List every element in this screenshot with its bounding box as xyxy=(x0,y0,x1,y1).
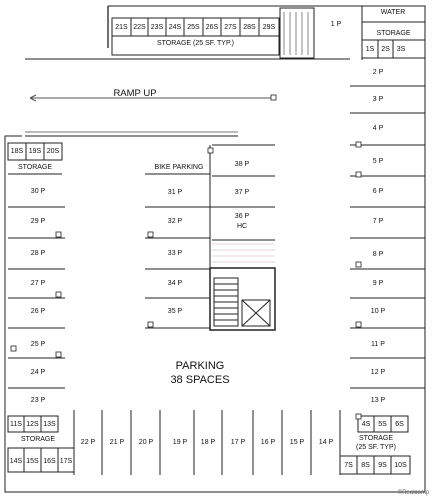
parking-space: 10 P xyxy=(370,308,386,315)
storage-unit: 24S xyxy=(168,24,182,31)
top-storage-label: STORAGE (25 SF. TYP.) xyxy=(156,40,235,47)
ramp-label: RAMP UP xyxy=(113,88,157,99)
storage-unit: 21S xyxy=(115,24,128,31)
parking-title: PARKING xyxy=(175,360,225,372)
storage-unit: 19S xyxy=(28,148,42,155)
storage-unit: 6S xyxy=(395,421,404,428)
storage-unit: 2S xyxy=(381,46,390,53)
accessible-space-label: HC xyxy=(236,223,248,230)
parking-space: 9 P xyxy=(372,280,384,287)
storage-unit: 20S xyxy=(46,148,60,155)
storage-unit: 8S xyxy=(361,462,370,469)
storage-unit: 4S xyxy=(361,421,371,428)
storage-unit: 15S xyxy=(26,458,39,465)
parking-space: 14 P xyxy=(318,439,334,446)
parking-space: 25 P xyxy=(30,341,46,348)
right-bottom-storage-label: STORAGE xyxy=(358,435,394,442)
storage-unit: 16S xyxy=(43,458,56,465)
storage-unit: 13S xyxy=(43,421,56,428)
parking-space: 2 P xyxy=(372,69,384,76)
parking-space: 34 P xyxy=(167,280,183,287)
parking-count: 38 SPACES xyxy=(170,374,230,386)
storage-unit: 26S xyxy=(205,24,219,31)
storage-unit: 9S xyxy=(378,462,387,469)
parking-space: 37 P xyxy=(234,189,250,196)
parking-space: 8 P xyxy=(372,251,384,258)
parking-space: 18 P xyxy=(200,439,216,446)
storage-unit: 11S xyxy=(10,421,22,428)
parking-space: 21 P xyxy=(109,439,125,446)
parking-space: 6 P xyxy=(372,188,384,195)
storage-unit: 27S xyxy=(224,24,237,31)
storage-unit: 10S xyxy=(394,462,407,469)
left-top-storage-label: STORAGE xyxy=(17,164,53,171)
storage-unit: 18S xyxy=(10,148,24,155)
parking-space: 3 P xyxy=(372,96,384,103)
storage-unit: 7S xyxy=(344,462,353,469)
storage-unit: 14S xyxy=(9,458,23,465)
water-room-label: WATER xyxy=(380,9,406,16)
parking-space: 20 P xyxy=(138,439,154,446)
parking-space: 11 P xyxy=(371,341,385,348)
parking-space: 32 P xyxy=(167,218,183,225)
parking-space: 19 P xyxy=(172,439,188,446)
parking-space: 26 P xyxy=(30,308,46,315)
parking-space: 1 P xyxy=(330,21,342,28)
parking-space: 13 P xyxy=(370,397,386,404)
parking-space: 5 P xyxy=(372,158,384,165)
storage-unit: 5S xyxy=(378,421,387,428)
parking-space: 30 P xyxy=(30,188,46,195)
storage-unit: 29S xyxy=(262,24,276,31)
parking-space: 36 P xyxy=(234,213,250,220)
parking-space: 16 P xyxy=(260,439,276,446)
storage-unit: 28S xyxy=(243,24,256,31)
storage-unit: 12S xyxy=(26,421,39,428)
storage-unit: 17S xyxy=(59,458,73,465)
parking-space: 24 P xyxy=(30,369,46,376)
right-bottom-storage-size: (25 SF. TYP) xyxy=(356,444,396,451)
parking-space: 12 P xyxy=(370,369,386,376)
parking-space: 29 P xyxy=(30,218,46,225)
parking-space: 31 P xyxy=(167,189,183,196)
parking-space: 4 P xyxy=(372,125,384,132)
storage-unit: 3S xyxy=(396,46,406,53)
parking-space: 22 P xyxy=(80,439,96,446)
parking-space: 17 P xyxy=(230,439,246,446)
parking-space: 28 P xyxy=(30,250,46,257)
watermark: ©Realcomp xyxy=(397,490,430,496)
parking-space: 27 P xyxy=(30,280,46,287)
parking-space: 15 P xyxy=(289,439,305,446)
storage-unit: 1S xyxy=(365,46,375,53)
parking-space: 33 P xyxy=(167,250,183,257)
parking-space: 35 P xyxy=(167,308,183,315)
parking-space: 38 P xyxy=(234,161,250,168)
right-top-storage-label: STORAGE xyxy=(376,30,411,37)
storage-unit: 25S xyxy=(187,24,200,31)
bike-parking-label: BIKE PARKING xyxy=(154,164,204,171)
parking-space: 7 P xyxy=(372,218,384,225)
parking-space: 23 P xyxy=(30,397,46,404)
left-bottom-storage-label: STORAGE xyxy=(20,436,56,443)
storage-unit: 23S xyxy=(150,24,164,31)
storage-unit: 22S xyxy=(133,24,146,31)
